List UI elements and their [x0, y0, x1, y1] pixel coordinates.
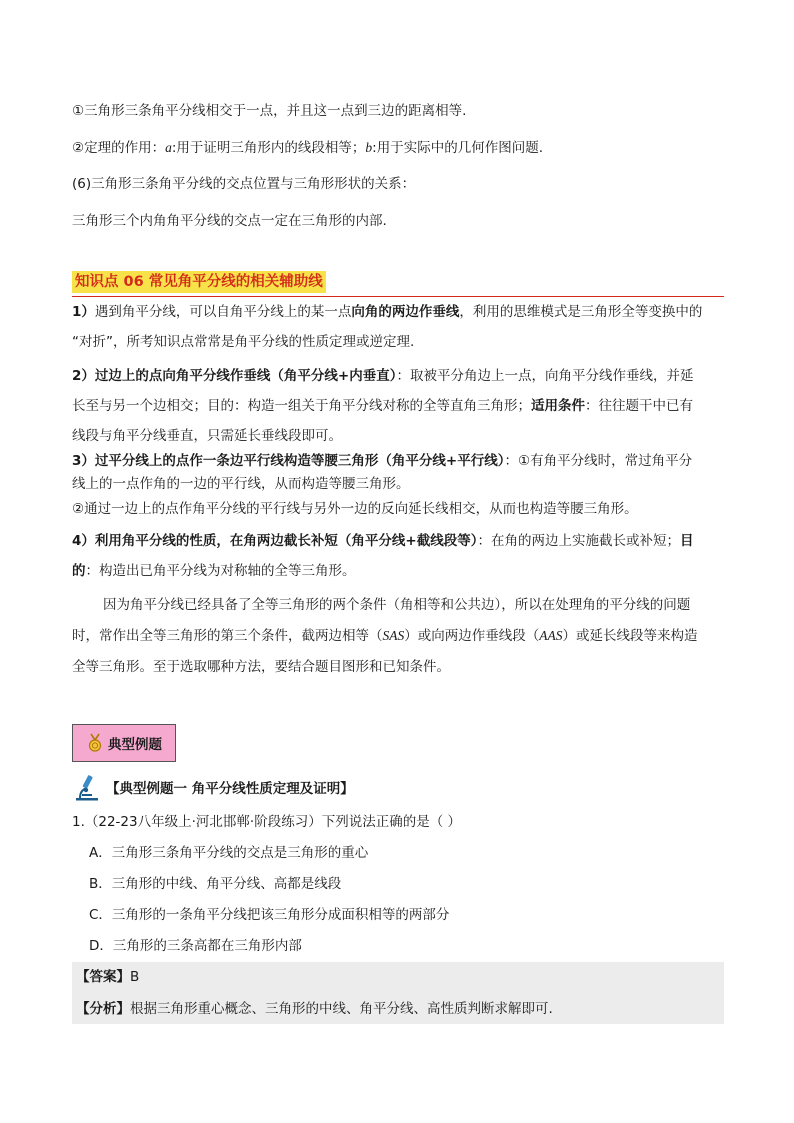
section-heading: 知识点 06 常见角平分线的相关辅助线 — [72, 271, 326, 293]
theorem-point-1: ①三角形三条角平分线相交于一点，并且这一点到三边的距离相等. — [72, 103, 467, 119]
heading-divider — [72, 296, 724, 297]
option-b: B．三角形的中线、角平分线、高都是线段 — [89, 876, 342, 892]
summary-line-2: 时，常作出全等三角形的第三个条件，截两边相等（SAS）或向两边作垂线段（AAS）或延长线段等来构造 — [72, 628, 698, 644]
typical-examples-badge — [72, 724, 176, 762]
aux-line-item-4: 4）利用角平分线的性质，在角两边截长补短（角平分线+截线段等）：在角的两边上实施截长或补短；目 — [72, 533, 694, 549]
aux-line-item-1-cont: “对折”，所考知识点常常是角平分线的性质定理或逆定理. — [72, 334, 415, 350]
aux-line-item-2: 2）过边上的点向角平分线作垂线（角平分线+内垂直）：取被平分角边上一点，向角平分线作垂线，并延 — [72, 368, 694, 384]
option-a: A．三角形三条角平分线的交点是三角形的重心 — [89, 845, 369, 861]
badge-label: 典型例题 — [108, 737, 162, 753]
aux-line-item-2-cont2: 线段与角平分线垂直，只需延长垂线段即可。 — [72, 428, 342, 444]
aux-line-item-1: 1）遇到角平分线，可以自角平分线上的某一点向角的两边作垂线，利用的思维模式是三角形全等变换中的 — [72, 304, 703, 320]
microscope-icon — [72, 773, 102, 801]
aux-line-item-3-cont: 线上的一点作角的一边的平行线，从而构造等腰三角形。 — [72, 476, 410, 492]
question-stem: 1.（22-23八年级上·河北邯郸·阶段练习）下列说法正确的是（ ） — [72, 814, 461, 830]
example-title: 【典型例题一 角平分线性质定理及证明】 — [106, 781, 354, 797]
aux-line-item-2-cont: 长至与另一个边相交；目的：构造一组关于角平分线对称的全等直角三角形；适用条件：往往题干中已有 — [72, 398, 693, 414]
medal-icon — [86, 733, 104, 753]
answer-box — [72, 962, 724, 1024]
summary-line-3: 全等三角形。至于选取哪种方法，要结合题目图形和已知条件。 — [72, 659, 450, 675]
option-c: C．三角形的一条角平分线把该三角形分成面积相等的两部分 — [89, 907, 450, 923]
aux-line-item-3-cont2: ②通过一边上的点作角平分线的平行线与另外一边的反向延长线相交，从而也构造等腰三角形。 — [72, 501, 638, 517]
example-title-row — [72, 774, 354, 800]
intersection-position-heading: (6)三角形三条角平分线的交点位置与三角形形状的关系： — [72, 176, 416, 192]
summary-line-1: 因为角平分线已经具备了全等三角形的两个条件（角相等和公共边），所以在处理角的平分线的问题 — [103, 597, 691, 613]
theorem-usage: ②定理的作用：a:用于证明三角形内的线段相等；b:用于实际中的几何作图问题. — [72, 140, 544, 156]
answer-line: 【答案】B — [76, 969, 140, 985]
analysis-line: 【分析】根据三角形重心概念、三角形的中线、角平分线、高性质判断求解即可. — [76, 1001, 553, 1017]
aux-line-item-4-cont: 的：构造出已角平分线为对称轴的全等三角形。 — [72, 563, 356, 579]
aux-line-item-3: 3）过平分线上的点作一条边平行线构造等腰三角形（角平分线+平行线）：①有角平分线时，常过角平分 — [72, 453, 693, 469]
option-d: D．三角形的三条高都在三角形内部 — [89, 938, 302, 954]
intersection-position-text: 三角形三个内角角平分线的交点一定在三角形的内部. — [72, 213, 387, 229]
